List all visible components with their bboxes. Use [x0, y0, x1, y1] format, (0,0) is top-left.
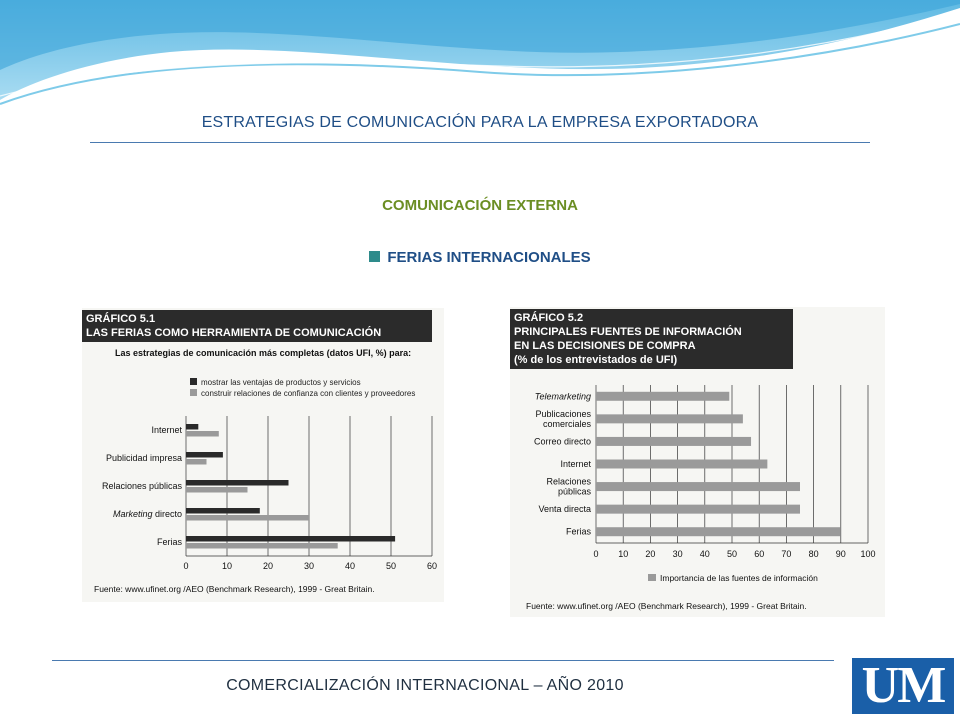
chart-5-2-bar: [596, 414, 743, 423]
chart-5-1-bar: [186, 543, 338, 549]
chart-5-1-x-tick-label: 60: [426, 561, 438, 571]
chart-5-2-bar: [596, 392, 729, 401]
chart-5-2-x-tick-label: 100: [860, 549, 876, 559]
chart-5-1-x-tick-label: 40: [344, 561, 356, 571]
chart-5-2-x-tick-label: 0: [593, 549, 599, 559]
chart-5-1-x-tick-label: 30: [303, 561, 315, 571]
chart-5-2-bar: [596, 527, 841, 536]
footer-text: COMERCIALIZACIÓN INTERNACIONAL – AÑO 2010: [226, 677, 624, 694]
chart-5-2-category-label: Internet: [560, 459, 591, 469]
chart-5-1-title: Las estrategias de comunicación más completas (datos UFI, %) para:: [115, 348, 412, 358]
chart-5-1-bar: [186, 452, 223, 458]
chart-5-1-legend-swatch: [190, 378, 197, 385]
chart-5-1-legend-label: mostrar las ventajas de productos y servicios: [201, 378, 361, 387]
chart-5-2-category-label: Venta directa: [538, 504, 591, 515]
chart-5-1-x-tick-label: 50: [385, 561, 397, 571]
chart-5-2-heading-line: PRINCIPALES FUENTES DE INFORMACIÓN: [514, 326, 742, 338]
chart-5-1-x-tick-label: 0: [183, 561, 189, 571]
chart-5-2-category-label: Correo directo: [533, 436, 591, 447]
chart-5-2-category-label: Relaciones: [546, 476, 591, 487]
chart-5-1-bar: [186, 459, 207, 465]
bullet-item: [0, 249, 960, 266]
chart-5-1-category-label: Ferias: [156, 537, 182, 547]
bullet-square-icon: [369, 251, 380, 262]
chart-5-2-legend-swatch: [648, 574, 656, 581]
chart-5-1-category-label: Publicidad impresa: [105, 453, 182, 463]
header-wave-decoration: [0, 0, 960, 112]
chart-5-2-source: Fuente: www.ufinet.org /AEO (Benchmark Research), 1999 - Great Britain.: [526, 601, 807, 611]
chart-5-1-bar: [186, 480, 289, 486]
chart-5-1-heading-line: GRÁFICO 5.1: [86, 313, 156, 325]
chart-5-2-x-tick-label: 50: [726, 549, 738, 559]
chart-5-1-bar: [186, 536, 395, 542]
chart-5-2-category-label: comerciales: [542, 418, 591, 429]
chart-5-1-bar: [186, 508, 260, 514]
section-heading: COMUNICACIÓN EXTERNA: [382, 197, 578, 214]
chart-5-1-heading-line: LAS FERIAS COMO HERRAMIENTA DE COMUNICACIÓN: [86, 327, 382, 339]
chart-5-1-bar: [186, 515, 309, 521]
chart-5-2-x-tick-label: 20: [645, 549, 656, 559]
bullet-text: FERIAS INTERNACIONALES: [387, 249, 591, 266]
chart-5-2-bar: [596, 505, 800, 514]
chart-5-2-category-label: Telemarketing: [534, 391, 591, 402]
um-logo: UM: [852, 658, 954, 714]
chart-5-1-bar: [186, 431, 219, 437]
chart-5-1-x-tick-label: 10: [221, 561, 233, 571]
chart-5-2-bar: [596, 460, 767, 469]
chart-5-1-panel: [82, 308, 444, 602]
chart-5-2-x-tick-label: 40: [699, 549, 710, 559]
chart-5-1-category-label: Internet: [151, 425, 182, 435]
chart-5-2-x-tick-label: 30: [672, 549, 683, 559]
chart-5-2-category-label: Ferias: [565, 526, 591, 537]
chart-5-2-heading-line: (% de los entrevistados de UFI): [514, 354, 678, 366]
chart-5-2-panel: [510, 307, 885, 617]
chart-5-1: [82, 308, 444, 602]
chart-5-1-legend-label: construir relaciones de confianza con clientes y proveedores: [201, 389, 416, 398]
chart-5-2-heading-line: GRÁFICO 5.2: [514, 312, 584, 324]
chart-5-2-legend-label: Importancia de las fuentes de información: [660, 573, 818, 583]
slide-title: ESTRATEGIAS DE COMUNICACIÓN PARA LA EMPRESA EXPORTADORA: [201, 114, 759, 131]
chart-5-1-x-tick-label: 20: [262, 561, 274, 571]
chart-5-2-x-tick-label: 70: [781, 549, 792, 559]
chart-5-2-category-label: públicas: [557, 486, 591, 497]
chart-5-2-heading-line: EN LAS DECISIONES DE COMPRA: [514, 340, 696, 352]
chart-5-2-category-label: Publicaciones: [535, 408, 591, 419]
chart-5-2-x-tick-label: 90: [835, 549, 846, 559]
chart-5-2-x-tick-label: 60: [754, 549, 765, 559]
chart-5-1-bar: [186, 424, 198, 430]
chart-5-2-x-tick-label: 80: [808, 549, 819, 559]
chart-5-2-x-tick-label: 10: [618, 549, 629, 559]
chart-5-1-bar: [186, 487, 248, 493]
title-divider: [90, 142, 870, 143]
chart-5-1-source: Fuente: www.ufinet.org /AEO (Benchmark Research), 1999 - Great Britain.: [94, 584, 375, 594]
chart-5-1-category-label: Relaciones públicas: [101, 481, 182, 491]
footer-divider: [52, 660, 834, 661]
chart-5-2-bar: [596, 437, 751, 446]
chart-5-2-bar: [596, 482, 800, 491]
chart-5-2: [510, 307, 885, 617]
chart-5-1-category-label: Marketing directo: [112, 509, 182, 519]
chart-5-1-legend-swatch: [190, 389, 197, 396]
